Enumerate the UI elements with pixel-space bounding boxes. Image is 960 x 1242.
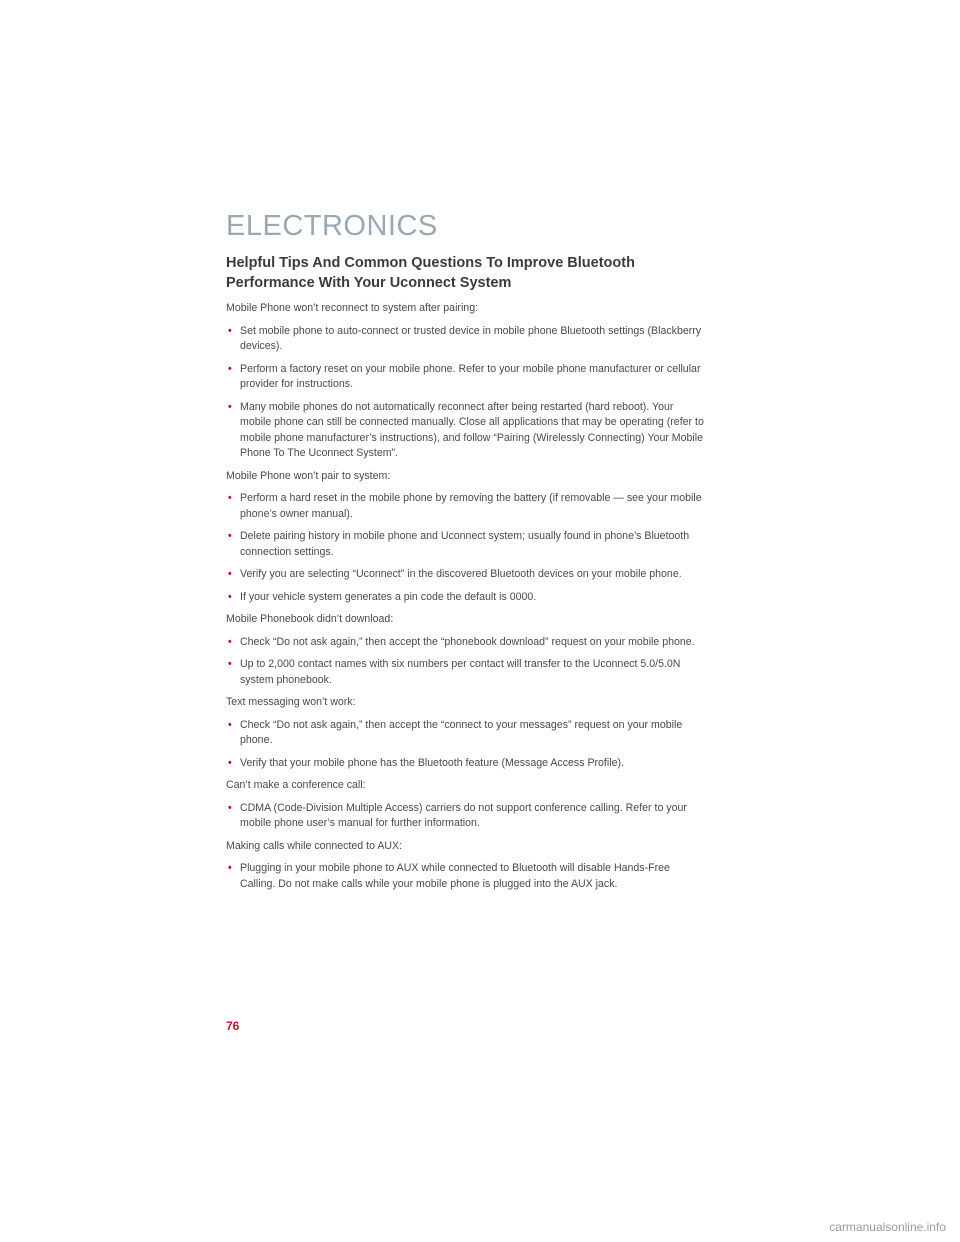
page-heading: Helpful Tips And Common Questions To Improve Bluetooth Performance With Your Uconnect System <box>226 255 635 291</box>
list-item <box>226 657 706 688</box>
list-item-text: Many mobile phones do not automatically reconnect after being restarted (hard reboot). Your mobile phone can still be connected manually. Close all applications that may be operating (refer to mobile phone manufacturer’s instructions), and follow “Pairing (Wirelessly Connecting) Your Mobile Phone To The Uconnect System”. <box>240 400 704 459</box>
list-item-text: Set mobile phone to auto-connect or trusted device in mobile phone Bluetooth settings (Blackberry devices). <box>240 324 702 352</box>
list-item <box>226 801 706 832</box>
tips-content <box>226 301 706 899</box>
list-item-text: Up to 2,000 contact names with six numbers per contact will transfer to the Uconnect 5.0/5.0N system phonebook. <box>240 658 681 686</box>
tips-list <box>226 635 706 689</box>
list-item <box>226 756 706 772</box>
list-item-text: Verify you are selecting “Uconnect” in the discovered Bluetooth devices on your mobile phone. <box>240 568 682 580</box>
tips-list <box>226 861 706 892</box>
list-item-text: CDMA (Code-Division Multiple Access) carriers do not support conference calling. Refer to your mobile phone user’s manual for further information. <box>240 801 687 829</box>
bullet-icon: • <box>228 590 232 603</box>
list-item <box>226 400 706 462</box>
tips-list <box>226 491 706 605</box>
list-item <box>226 861 706 892</box>
group-intro: Can’t make a conference call: <box>226 779 366 791</box>
bullet-icon: • <box>228 530 232 542</box>
site-watermark: carmanualsonline.info <box>829 1220 946 1234</box>
bullet-icon: • <box>228 756 232 769</box>
list-item <box>226 718 706 749</box>
bullet-icon: • <box>228 362 232 375</box>
list-item-text: Perform a hard reset in the mobile phone by removing the battery (if removable — see your mobile phone’s owner manual). <box>240 492 702 520</box>
list-item <box>226 529 706 560</box>
list-item <box>226 324 706 355</box>
page-number: 76 <box>226 1019 240 1033</box>
bullet-icon: • <box>228 862 232 874</box>
bullet-icon: • <box>228 568 232 580</box>
list-item-text: Plugging in your mobile phone to AUX while connected to Bluetooth will disable Hands-Free Calling. Do not make calls while your mobile phone is plugged into the AUX jack. <box>240 862 670 890</box>
bullet-icon: • <box>228 400 232 413</box>
tips-list <box>226 801 706 832</box>
section-title: ELECTRONICS <box>226 210 438 242</box>
bullet-icon: • <box>228 801 232 814</box>
bullet-icon: • <box>228 658 232 670</box>
tips-list <box>226 718 706 772</box>
list-item <box>226 362 706 393</box>
bullet-icon: • <box>228 718 232 731</box>
bullet-icon: • <box>228 324 232 337</box>
group-intro: Text messaging won’t work: <box>226 696 356 708</box>
group-intro: Mobile Phone won’t pair to system: <box>226 469 391 482</box>
list-item <box>226 491 706 522</box>
list-item-text: Delete pairing history in mobile phone and Uconnect system; usually found in phone’s Bluetooth connection settings. <box>240 530 690 558</box>
list-item <box>226 590 706 606</box>
list-item <box>226 567 706 583</box>
list-item-text: If your vehicle system generates a pin code the default is 0000. <box>240 590 537 603</box>
group-intro: Making calls while connected to AUX: <box>226 839 403 852</box>
list-item-text: Check “Do not ask again,” then accept the “connect to your messages” request on your mobile phone. <box>240 718 683 746</box>
list-item-text: Verify that your mobile phone has the Bluetooth feature (Message Access Profile). <box>240 756 624 769</box>
group-intro: Mobile Phone won’t reconnect to system after pairing: <box>226 302 479 314</box>
list-item-text: Check “Do not ask again,” then accept the “phonebook download” request on your mobile phone. <box>240 635 695 648</box>
list-item <box>226 635 706 651</box>
bullet-icon: • <box>228 492 232 504</box>
group-intro: Mobile Phonebook didn’t download: <box>226 613 394 625</box>
bullet-icon: • <box>228 635 232 648</box>
list-item-text: Perform a factory reset on your mobile phone. Refer to your mobile phone manufacturer or cellular provider for instructions. <box>240 362 701 390</box>
tips-list <box>226 324 706 462</box>
